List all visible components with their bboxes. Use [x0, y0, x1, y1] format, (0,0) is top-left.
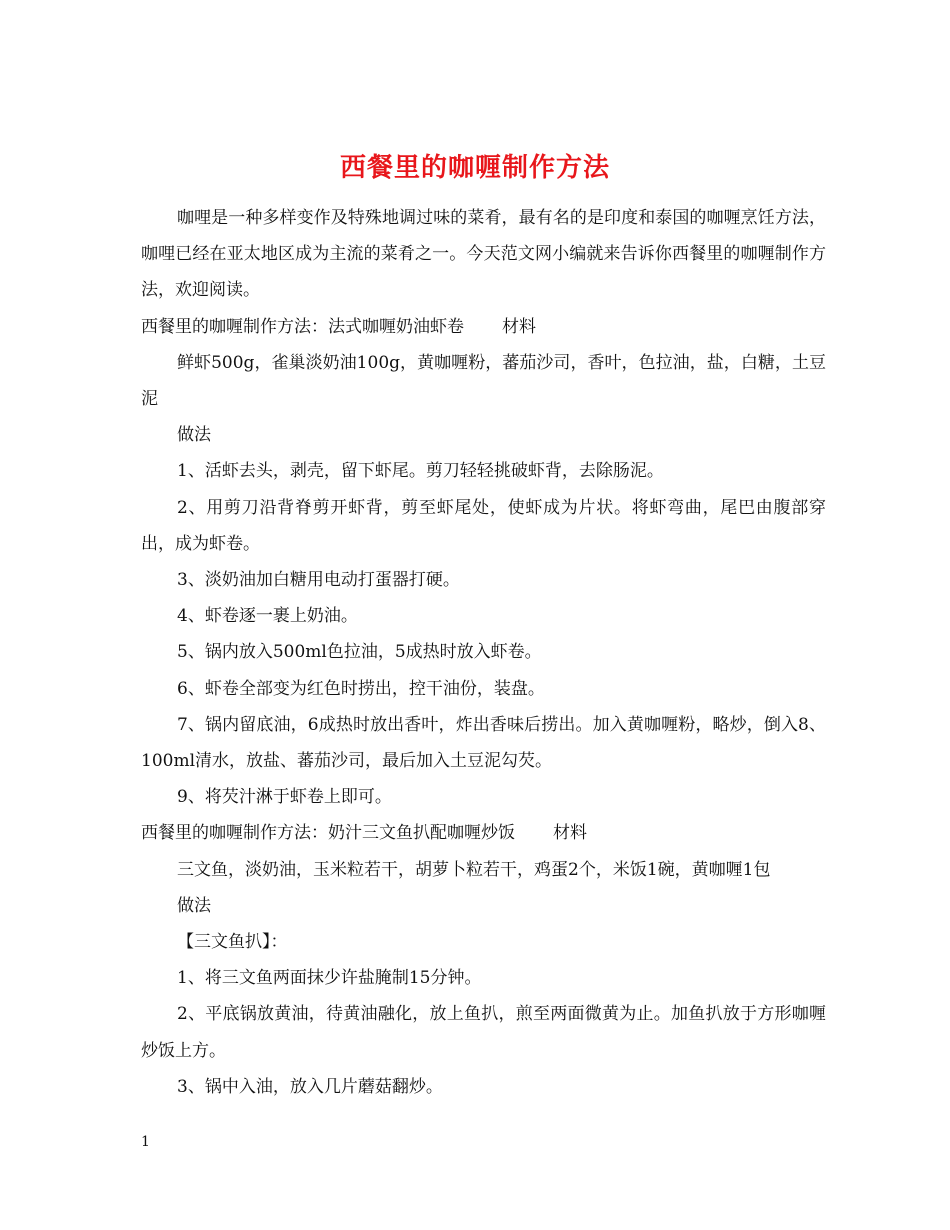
- recipe2-step: 3、锅中入油，放入几片蘑菇翻炒。: [177, 1076, 443, 1097]
- recipe2-method-label: 做法: [177, 895, 211, 916]
- recipe1-step: 4、虾卷逐一裹上奶油。: [177, 606, 358, 627]
- recipe2-heading-text: 西餐里的咖喱制作方法：奶汁三文鱼扒配咖喱炒饭: [141, 823, 515, 844]
- recipe1-step: 2、用剪刀沿背脊剪开虾背，剪至虾尾处，使虾成为片状。将虾弯曲，尾巴由腹部穿出，成为虾卷。: [141, 497, 826, 554]
- recipe2-step: 1、将三文鱼两面抹少许盐腌制15分钟。: [177, 968, 482, 989]
- recipe1-materials-label: 材料: [502, 316, 536, 337]
- recipe1-heading: [141, 309, 826, 345]
- document-body: [141, 200, 826, 1105]
- recipe1-method-label: 做法: [177, 425, 211, 446]
- recipe2-materials: 三文鱼，淡奶油，玉米粒若干，胡萝卜粒若干，鸡蛋2个，米饭1碗，黄咖喱1包: [177, 859, 771, 880]
- page-number: 1: [141, 1134, 150, 1150]
- recipe1-step: 9、将芡汁淋于虾卷上即可。: [177, 787, 392, 808]
- recipe1-step: 3、淡奶油加白糖用电动打蛋器打硬。: [177, 570, 460, 591]
- page-title: 西餐里的咖喱制作方法: [339, 153, 610, 184]
- recipe1-heading-text: 西餐里的咖喱制作方法：法式咖喱奶油虾卷: [141, 316, 464, 337]
- recipe1-materials: 鲜虾500g，雀巢淡奶油100g，黄咖喱粉，蕃茄沙司，香叶，色拉油，盐，白糖，土豆泥: [141, 352, 826, 410]
- recipe1-step: 1、活虾去头，剥壳，留下虾尾。剪刀轻轻挑破虾背，去除肠泥。: [177, 461, 664, 482]
- recipe2-heading: [141, 815, 826, 851]
- intro-paragraph: 咖哩是一种多样变作及特殊地调过味的菜肴，最有名的是印度和泰国的咖喱烹饪方法，咖哩已经在亚太地区成为主流的菜肴之一。今天范文网小编就来告诉你西餐里的咖喱制作方法，欢迎阅读。: [141, 208, 826, 301]
- recipe2-subheading: 【三文鱼扒】：: [177, 932, 288, 953]
- recipe1-step: 7、锅内留底油，6成热时放出香叶，炸出香味后捞出。加入黄咖喱粉，略炒，倒入8、100ml清水，放盐、蕃茄沙司，最后加入土豆泥勾芡。: [141, 714, 826, 772]
- recipe2-step: 2、平底锅放黄油，待黄油融化，放上鱼扒，煎至两面微黄为止。加鱼扒放于方形咖喱炒饭上方。: [141, 1004, 826, 1061]
- recipe2-materials-label: 材料: [553, 823, 587, 844]
- recipe1-step: 6、虾卷全部变为红色时捞出，控干油份，装盘。: [177, 678, 545, 699]
- recipe1-step: 5、锅内放入500ml色拉油，5成热时放入虾卷。: [177, 642, 542, 663]
